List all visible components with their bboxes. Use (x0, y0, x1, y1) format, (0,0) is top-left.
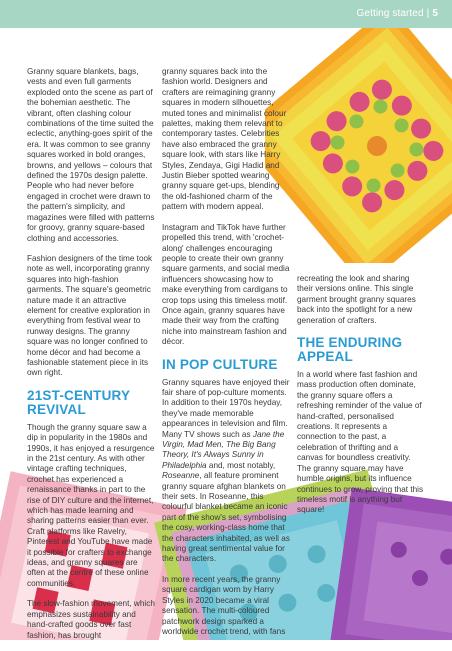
col1-paragraph-3: Though the granny square saw a dip in popularity in the 1980s and 1990s, it has enjoyed a resurgence in the 21st century. As with other vintage crafting techniques, crochet has experienced a renaissance thanks in part to the rise of DIY culture and the internet, which has made learning and sharing patterns easier than ever. Craft platforms like Ravelry, Pinterest and YouTube have made it possible for crafters to exchange ideas, and granny squares are often at the centre of these online communities. (27, 422, 155, 588)
heading-in-pop-culture: IN POP CULTURE (162, 356, 278, 372)
col2-paragraph-1: granny squares back into the fashion world. Designers and crafters are reimagining granny squares in modern silhouettes, muted tones and minimalist colour palettes, making them relevant to contemporary tastes. Celebrities have also embraced the granny square look, with stars like Harry Styles, Zendaya, Gigi Hadid and Justin Bieber spotted wearing granny square get-ups, blending the old-fashioned charm of the pattern with modern appeal. (162, 67, 287, 212)
running-header (0, 0, 452, 28)
heading-line-1: THE ENDURING (297, 335, 403, 351)
pop-shows: Jane the Virgin, Mad Men, The Big Bang Theory, It's Always Sunny in Philadelphia (162, 429, 285, 470)
col2-paragraph-3 (162, 378, 290, 565)
heading-line-2: REVIVAL (27, 401, 86, 417)
page-number: 5 (432, 8, 438, 19)
heading-21st-century-revival (27, 389, 155, 417)
header-separator: | (426, 8, 430, 19)
pop-text-b: and, most notably, (206, 460, 276, 470)
pop-roseanne: Roseanne (162, 471, 200, 481)
col1-paragraph-4: The slow-fashion movement, which emphasizes sustainability and hand-crafted goods over fast fashion, has brought (27, 599, 155, 640)
col2-paragraph-2: Instagram and TikTok have further propelled this trend, with 'crochet-along' challenges encouraging people to create their own granny square garments, and social media influencers showcasing how to make everything from cardigans to crop tops using this timeless motif. Once again, granny squares have made their way from the crafting niche into mainstream fashion and décor. (162, 222, 290, 347)
column-2 (162, 67, 290, 647)
heading-the-enduring-appeal (297, 336, 425, 364)
pop-text-a: Granny squares have enjoyed their fair share of pop-culture moments. In addition to their 1970s heyday, they've made memorable appearances in television and film. Many TV shows such as (162, 377, 290, 439)
col3-paragraph-1: recreating the look and sharing their versions online. This single garment brought granny squares back into the spotlight for a new generation of crafters. (297, 274, 416, 325)
pop-text-c: , all feature prominent granny square afghan blankets on their sets. In Roseanne, this colourful blanket became an iconic part of the show's set, symbolising the cosy, working-class home that the characters inhabited, as well as having great sentimental value for the characters. (162, 471, 290, 564)
col1-paragraph-1: Granny square blankets, bags, vests and even full garments exploded onto the scene as part of the bohemian aesthetic. The vibrant, often clashing colour combinations of the time suited the eclectic, anything-goes spirit of the era. It was common to see granny squares worked in bold oranges, browns, and yellows – colours that defined the 1970s design palette. People who had never before engaged in crochet were drawn to the pattern's simplicity, and magazines were filled with patterns for groovy, granny square-based clothing and accessories. (27, 67, 155, 243)
heading-line-1: 21ST-CENTURY (27, 387, 131, 403)
column-3 (297, 274, 425, 526)
col3-paragraph-2: In a world where fast fashion and mass production often dominate, the granny square offers a refreshing reminder of the value of hand-crafted, personalised creations. It represents a connection to the past, a celebration of thrifting and a canvas for boundless creativity. The granny square may have humble origins, but its influence continues to grow, proving that this timeless motif is anything but square! (297, 370, 424, 515)
col2-paragraph-4: In more recent years, the granny square cardigan worn by Harry Styles in 2020 became a viral sensation. The multi-coloured patchwork design sparked a worldwide crochet trend, with fans (162, 574, 286, 636)
crochet-square-photo-top (265, 28, 452, 263)
col1-paragraph-2: Fashion designers of the time took note as well, incorporating granny squares into high-fashion garments. The square's geometric nature made it an attractive element for creative exploration in everything from festival wear to runway designs. The granny square was no longer confined to home décor and had become a fashionable statement piece in its own right. (27, 253, 153, 378)
heading-line-2: APPEAL (297, 349, 353, 365)
header-text (357, 8, 438, 19)
column-1 (27, 67, 155, 651)
section-title: Getting started (356, 8, 424, 19)
